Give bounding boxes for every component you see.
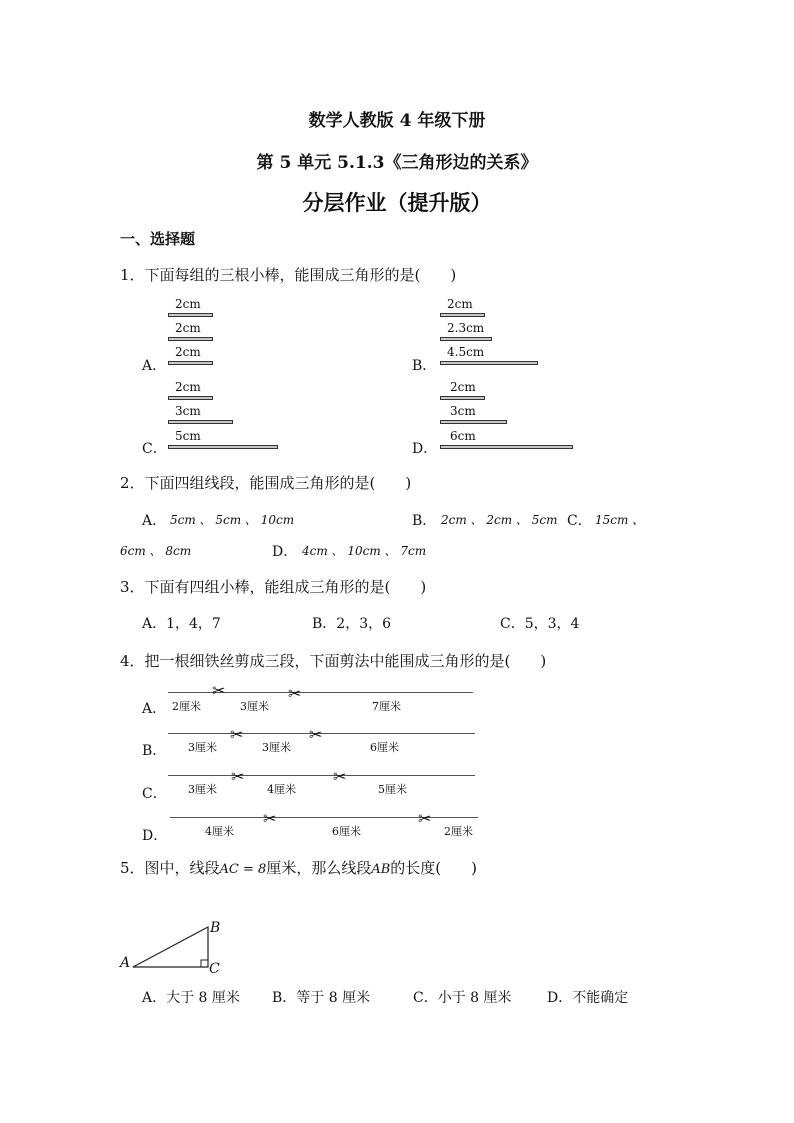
q4-option-a-letter[interactable]: A． <box>142 701 167 717</box>
scissors-icon: ✂ <box>288 684 302 703</box>
q4-c-seg3: 5厘米 <box>378 783 407 796</box>
q4-c-seg1: 3厘米 <box>188 783 217 796</box>
scissors-icon: ✂ <box>212 681 226 700</box>
q3-option-a[interactable]: A．1，4，7 <box>142 616 221 632</box>
q1-c-bar2-label: 3cm <box>175 404 201 418</box>
question-4-stem: 4．把一根细铁丝剪成三段，下面剪法中能围成三角形的是( ) <box>120 652 547 670</box>
q2-option-c-text-1: 15cm 、 <box>595 513 645 527</box>
q1-option-b-letter[interactable]: B． <box>412 358 437 374</box>
q5-option-d[interactable]: D．不能确定 <box>547 990 629 1006</box>
q1-a-bar2-label: 2cm <box>175 321 201 335</box>
q5-stem-mid: 厘米，那么线段 <box>266 859 372 877</box>
q1-d-bar2-label: 3cm <box>450 404 476 418</box>
q2-option-d-letter[interactable]: D． <box>272 544 298 560</box>
vertex-b-label: B <box>210 920 221 936</box>
q5-option-c[interactable]: C．小于 8 厘米 <box>413 990 512 1006</box>
q4-option-d-letter[interactable]: D． <box>142 828 168 844</box>
question-3-stem: 3．下面有四组小棒，能组成三角形的是( ) <box>120 578 427 596</box>
q1-a-bar1-label: 2cm <box>175 297 201 311</box>
right-angle-mark <box>201 960 208 967</box>
q4-a-seg3: 7厘米 <box>372 700 401 713</box>
triangle-shape <box>133 927 208 967</box>
scissors-icon: ✂ <box>418 809 432 828</box>
q4-b-seg1: 3厘米 <box>188 741 217 754</box>
q3-option-b[interactable]: B．2，3，6 <box>312 616 392 632</box>
q2-option-b-text: 2cm 、 2cm 、 5cm <box>441 513 558 527</box>
vertex-c-label: C <box>209 961 220 977</box>
q4-a-seg1: 2厘米 <box>172 700 201 713</box>
q2-option-b-letter[interactable]: B． <box>412 513 437 529</box>
q4-d-seg1: 4厘米 <box>205 825 234 838</box>
q4-d-seg2: 6厘米 <box>332 825 361 838</box>
q5-stem-post: 的长度( ) <box>390 859 477 877</box>
q1-b-bar2-label: 2.3cm <box>447 321 485 335</box>
scissors-icon: ✂ <box>230 725 244 744</box>
q4-b-seg2: 3厘米 <box>262 741 291 754</box>
q5-stem-math: AC = 8 <box>219 862 267 877</box>
q4-option-b-letter[interactable]: B． <box>142 743 167 759</box>
q1-option-a-letter[interactable]: A． <box>142 358 167 374</box>
question-2-stem: 2．下面四组线段，能围成三角形的是( ) <box>120 474 412 492</box>
q2-option-d-text: 4cm 、 10cm 、 7cm <box>302 544 427 558</box>
q4-option-c-letter[interactable]: C． <box>142 786 167 802</box>
q1-b-bar1-label: 2cm <box>447 297 473 311</box>
q5-option-a[interactable]: A．大于 8 厘米 <box>142 990 240 1006</box>
q1-d-bar1-label: 2cm <box>450 380 476 394</box>
q5-stem-pre: 5．图中，线段 <box>120 859 220 877</box>
q1-option-d-letter[interactable]: D． <box>412 441 438 457</box>
section-heading: 一、选择题 <box>120 230 196 248</box>
q1-b-bar3-label: 4.5cm <box>447 345 485 359</box>
title-line-3: 分层作业（提升版） <box>302 190 492 215</box>
q2-option-c-text-2: 6cm 、 8cm <box>120 544 192 558</box>
q1-a-bar3-label: 2cm <box>175 345 201 359</box>
scissors-icon: ✂ <box>263 809 277 828</box>
q4-b-seg3: 6厘米 <box>370 741 399 754</box>
vertex-a-label: A <box>120 955 131 971</box>
scissors-icon: ✂ <box>309 725 323 744</box>
title-line-1: 数学人教版 4 年级下册 <box>308 111 486 131</box>
scissors-icon: ✂ <box>231 767 245 786</box>
q5-option-b[interactable]: B．等于 8 厘米 <box>272 990 371 1006</box>
q5-stem-math2: AB <box>371 862 391 877</box>
q4-a-seg2: 3厘米 <box>240 700 269 713</box>
q3-option-c[interactable]: C．5，3，4 <box>500 616 580 632</box>
scissors-icon: ✂ <box>333 767 347 786</box>
title-line-2: 第 5 单元 5.1.3《三角形边的关系》 <box>256 153 538 173</box>
q4-d-seg3: 2厘米 <box>444 825 473 838</box>
q4-c-seg2: 4厘米 <box>267 783 296 796</box>
q2-option-a-text: 5cm 、 5cm 、 10cm <box>170 513 295 527</box>
q1-c-bar3-label: 5cm <box>175 429 201 443</box>
q1-d-bar3-label: 6cm <box>450 429 476 443</box>
q1-option-c-letter[interactable]: C． <box>142 441 167 457</box>
question-1-stem: 1．下面每组的三根小棒，能围成三角形的是( ) <box>120 266 457 284</box>
q1-c-bar1-label: 2cm <box>175 380 201 394</box>
q2-option-c-letter[interactable]: C． <box>567 513 592 529</box>
q2-option-a-letter[interactable]: A． <box>142 513 167 529</box>
